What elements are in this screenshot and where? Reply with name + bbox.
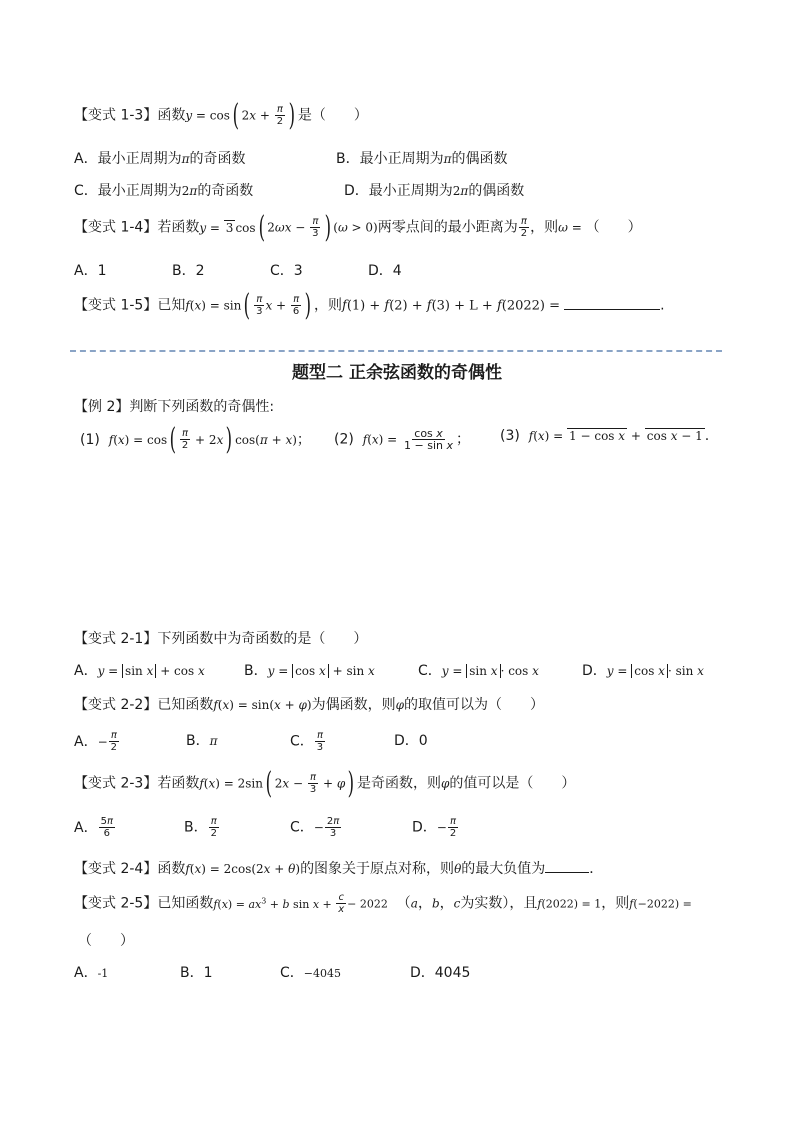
q15-stem: 【变式 1-5】已知f(x) = sin( $\frac{\pi}{3}$ x + $\frac{\pi}{6}$ ) ，则f(1) + f(2) + f(3) + L + f(2022) = . bbox=[74, 287, 665, 323]
section-title: 题型二 正余弦函数的奇偶性 bbox=[292, 363, 502, 383]
q21-option-d[interactable]: D．y = cos x · sin x bbox=[582, 663, 704, 679]
q23-option-b[interactable]: B． $\frac{\pi}{2}$ bbox=[184, 816, 217, 839]
q21-option-c[interactable]: C．y = sin x · cos x bbox=[418, 663, 539, 679]
q23-stem: 【变式 2-3】若函数f(x) = 2sin( 2x − $\frac{\pi}{3}$ + φ) 是奇函数，则φ的值可以是（ ） bbox=[74, 765, 576, 801]
answer-blank[interactable] bbox=[564, 309, 660, 310]
q13-option-a[interactable]: A．最小正周期为π的奇函数 bbox=[74, 151, 246, 167]
q21-stem: 【变式 2-1】下列函数中为奇函数的是（ ） bbox=[74, 631, 368, 647]
q14-option-b[interactable]: B．2 bbox=[172, 263, 205, 279]
q13-options-row2 bbox=[74, 180, 525, 200]
q25-stem: 【变式 2-5】已知函数$f(x) = ax^3 + b$ sin x + $\frac{c}{x}$ − 2022 （a，b，c为实数），且f(2022) = 1，则f(−2022) = bbox=[74, 892, 692, 915]
section-divider bbox=[70, 350, 722, 352]
q25-option-a[interactable]: A．-1 bbox=[74, 965, 109, 981]
q14-stem: 【变式 1-4】若函数y = 3 cos( 2ωx − $\frac{\pi}{3}$ ) (ω > 0)两零点间的最小距离为 $\frac{\pi}{2}$ ，则ω = （ ） bbox=[74, 209, 642, 245]
q23-option-c[interactable]: C．− $\frac{2\pi}{3}$ bbox=[290, 816, 340, 839]
ex2-item-3: (3) f(x) = 1 − cos x + cos x − 1 . bbox=[500, 428, 710, 444]
q22-option-b[interactable]: B．π bbox=[186, 733, 218, 749]
q25-options bbox=[74, 962, 471, 982]
q22-options bbox=[74, 730, 428, 753]
q23-option-a[interactable]: A． $\frac{5\pi}{6}$ bbox=[74, 816, 113, 839]
q23-option-d[interactable]: D．− $\frac{\pi}{2}$ bbox=[412, 816, 457, 839]
q21-option-b[interactable]: B．y = cos x + sin x bbox=[244, 663, 375, 679]
q21-options bbox=[74, 660, 704, 680]
q24-stem: 【变式 2-4】函数f(x) = 2cos(2x + θ)的图象关于原点对称，则θ的最大负值为 ． bbox=[74, 861, 604, 877]
ex2-stem: 【例 2】判断下列函数的奇偶性: bbox=[74, 399, 275, 415]
q22-stem: 【变式 2-2】已知函数f(x) = sin(x + φ)为偶函数，则φ的取值可以为（ ） bbox=[74, 697, 544, 713]
q14-option-a[interactable]: A．1 bbox=[74, 263, 107, 279]
q14-option-c[interactable]: C．3 bbox=[270, 263, 303, 279]
math-expr: y bbox=[185, 108, 193, 123]
ex2-item-2: (2) f(x) = $\frac{\text{cos x}}{\text{1 − sin x}}$ ； bbox=[334, 427, 471, 452]
q14-options bbox=[74, 260, 402, 280]
q25-option-c[interactable]: C．−4045 bbox=[280, 965, 341, 981]
q25-paren: （ ） bbox=[78, 933, 134, 949]
q14-option-d[interactable]: D．4 bbox=[368, 263, 402, 279]
ex2-item-1: (1) f(x) = cos( $\frac{\pi}{2}$ + 2x) cos(π + x)； bbox=[80, 421, 311, 457]
ex2-items bbox=[80, 421, 710, 457]
q25-option-d[interactable]: D．4045 bbox=[410, 965, 471, 981]
q13-options-row1 bbox=[74, 148, 508, 168]
q13-option-c[interactable]: C．最小正周期为2π的奇函数 bbox=[74, 183, 254, 199]
q22-option-c[interactable]: C． $\frac{\pi}{3}$ bbox=[290, 730, 324, 753]
answer-blank[interactable] bbox=[545, 872, 589, 873]
q13-option-d[interactable]: D．最小正周期为2π的偶函数 bbox=[344, 183, 525, 199]
q13-stem: 【变式 1-3】函数y = cos( 2x + $\frac{\pi}{2}$ ) 是（ ） bbox=[74, 97, 368, 133]
q22-option-d[interactable]: D．0 bbox=[394, 733, 428, 749]
q13-option-b[interactable]: B．最小正周期为π的偶函数 bbox=[336, 151, 508, 167]
math-fraction: $\frac{\pi}{2}$ bbox=[276, 104, 284, 127]
q21-option-a[interactable]: A．y = sin x + cos x bbox=[74, 663, 205, 679]
q25-option-b[interactable]: B．1 bbox=[180, 965, 213, 981]
q23-options bbox=[74, 816, 457, 839]
q22-option-a[interactable]: A．− $\frac{\pi}{2}$ bbox=[74, 730, 118, 753]
